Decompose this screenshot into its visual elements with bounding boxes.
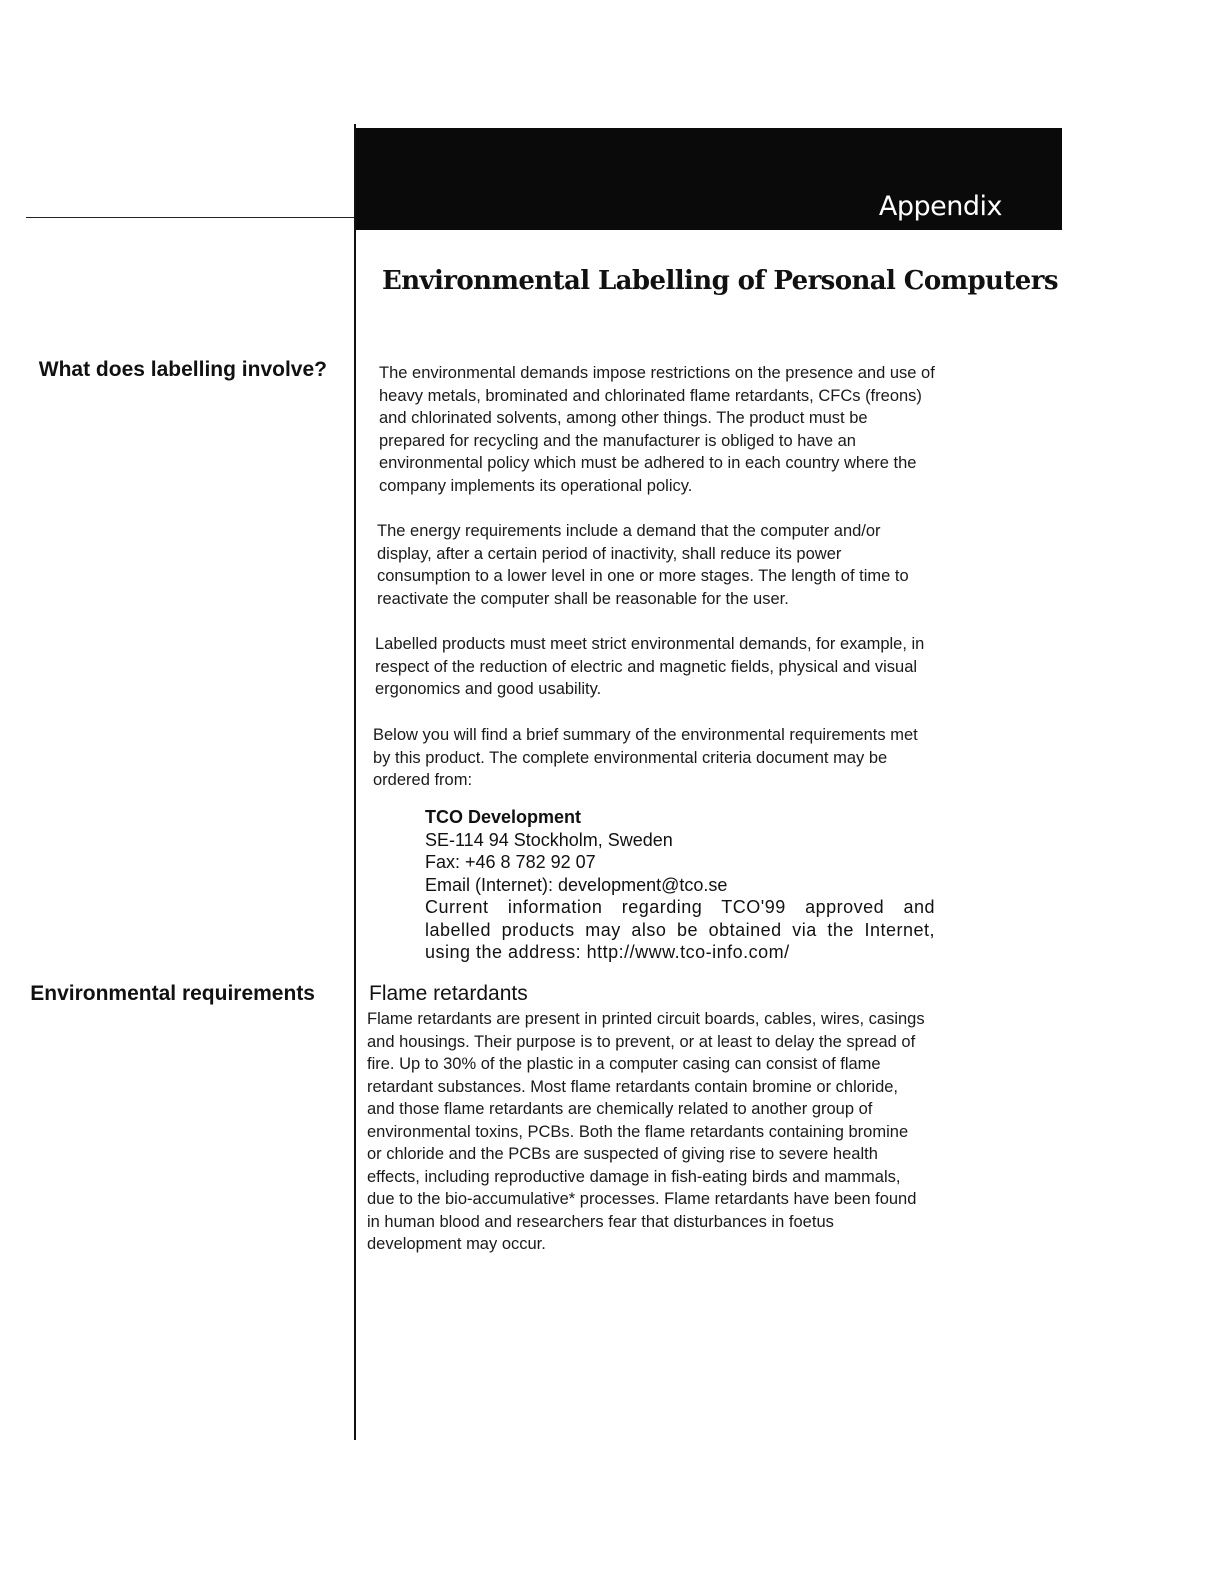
sidebar-heading-labelling: What does labelling involve? bbox=[38, 358, 327, 381]
paragraph-flame-retardants: Flame retardants are present in printed circuit boards, cables, wires, casings and housings. Their purpose is to prevent, or at least to delay the spread of fire. Up to 30% of the plastic in a computer casing can consist of flame retardant substances. Most flame retardants contain bromine or chloride, and those flame retardants are chemically related to another group of environmental toxins, PCBs. Both the flame retardants containing bromine or chloride and the PCBs are suspected of giving rise to severe health effects, including reproductive damage in fish-eating birds and mammals, due to the bio-accumulative* processes. Flame retardants have been found in human blood and researchers fear that disturbances in foetus development may occur. bbox=[367, 1010, 925, 1253]
header-bar bbox=[356, 128, 1062, 230]
paragraph-energy: The energy requirements include a demand that the computer and/or display, after a certain period of inactivity, shall reduce its power consumption to a lower level in one or more stages. The length of time to reactivate the computer shall be reasonable for the user. bbox=[377, 522, 909, 608]
paragraph-labelled-products: Labelled products must meet strict environmental demands, for example, in respect of the reduction of electric and magnetic fields, physical and visual ergonomics and good usability. bbox=[375, 635, 925, 698]
contact-notice: Current information regarding TCO'99 approved and labelled products may also be obtained via the Internet, using the address: http://www.tco-info.com/ bbox=[425, 897, 935, 962]
contact-company: TCO Development bbox=[425, 807, 582, 827]
sidebar-heading-environmental: Environmental requirements bbox=[30, 982, 315, 1005]
paragraph-demands: The environmental demands impose restrictions on the presence and use of heavy metals, brominated and chlorinated flame retardants, CFCs (freons) and chlorinated solvents, among other things. The product must be prepared for recycling and the manufacturer is obliged to have an environmental policy which must be adhered to in each country where the company implements its operational policy. bbox=[379, 364, 935, 495]
section-label: Appendix bbox=[878, 191, 1002, 222]
vertical-rule bbox=[354, 124, 356, 1440]
flame-retardants-heading: Flame retardants bbox=[369, 982, 528, 1005]
page-title: Environmental Labelling of Personal Computers bbox=[382, 266, 1058, 296]
contact-fax: Fax: +46 8 782 92 07 bbox=[425, 852, 596, 872]
horizontal-rule bbox=[26, 217, 356, 218]
contact-address: SE-114 94 Stockholm, Sweden bbox=[425, 829, 673, 850]
paragraph-summary: Below you will find a brief summary of the environmental requirements met by this product. The complete environmental criteria document may be ordered from: bbox=[373, 726, 918, 789]
contact-email: Email (Internet): development@tco.se bbox=[425, 874, 728, 895]
contact-block bbox=[425, 806, 935, 964]
